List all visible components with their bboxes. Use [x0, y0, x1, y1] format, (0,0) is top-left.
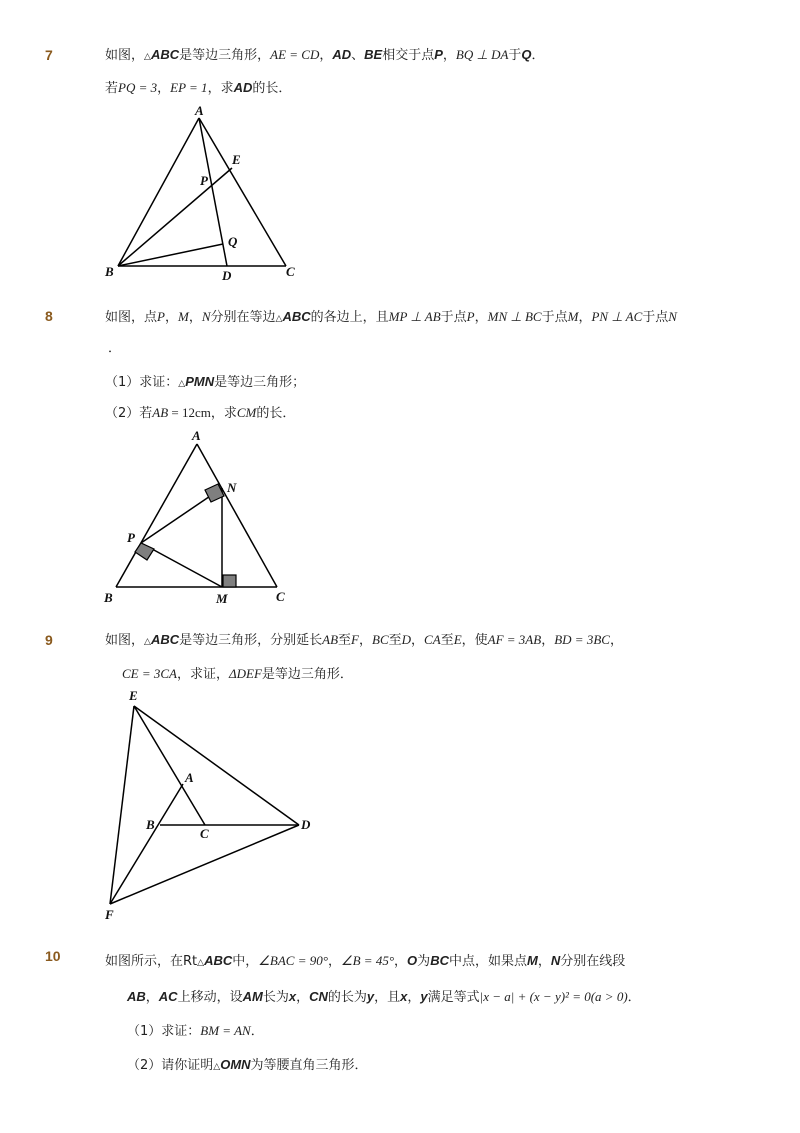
label-B: B: [104, 590, 113, 605]
formula: = 12cm，求: [168, 405, 237, 420]
q10-part1: [127, 1022, 264, 1041]
text: ，: [157, 81, 171, 96]
text: ，且: [374, 990, 401, 1005]
term: ABC: [150, 47, 180, 62]
triangle-symbol: △: [197, 958, 205, 968]
formula: M: [177, 309, 189, 324]
formula: BQ ⊥ DA: [455, 47, 509, 62]
text: ，: [327, 954, 341, 969]
text: ，: [411, 633, 425, 648]
label-P: P: [200, 173, 208, 188]
label-E: E: [129, 688, 138, 703]
term: x: [288, 989, 297, 1004]
text: 如图，: [105, 633, 145, 648]
text: ，: [164, 310, 178, 325]
q10-statement-line1: [105, 952, 625, 972]
formula: EP = 1: [170, 80, 208, 95]
text: （1）求证：: [105, 375, 179, 390]
text: 、: [351, 48, 365, 63]
text: 于点: [642, 310, 669, 325]
formula: BM = AN: [200, 1023, 251, 1038]
formula: F: [351, 632, 359, 647]
formula: CE = 3CA: [122, 666, 177, 681]
text: 若: [105, 81, 119, 96]
question-number-8: 8: [45, 308, 53, 324]
label-E: E: [232, 152, 241, 167]
text: （2）请你证明: [127, 1058, 214, 1073]
text: 如图，: [105, 48, 145, 63]
term: PMN: [185, 374, 215, 389]
text: （1）求证：: [127, 1024, 201, 1039]
term: BE: [364, 47, 383, 62]
label-M: M: [216, 591, 228, 606]
text: 于点: [440, 310, 467, 325]
text: ，使: [461, 633, 488, 648]
text: ，: [474, 310, 488, 325]
label-P: P: [127, 530, 135, 545]
formula: ΔDEF: [229, 666, 262, 681]
term: O: [407, 953, 418, 968]
label-F: F: [105, 907, 114, 922]
text: ，: [442, 48, 456, 63]
text: 满足等式: [427, 990, 480, 1005]
q10-part2: [127, 1056, 368, 1076]
question-number-9: 9: [45, 632, 53, 648]
text: 于点: [541, 310, 568, 325]
formula: CM: [236, 405, 257, 420]
text: ，: [319, 48, 333, 63]
formula: AB: [152, 405, 169, 420]
label-A: A: [195, 103, 204, 118]
text: （2）若: [105, 406, 153, 421]
text: 至: [338, 633, 352, 648]
term: BC: [430, 953, 449, 968]
formula: AF = 3AB: [487, 632, 542, 647]
formula: PQ = 3: [118, 80, 158, 95]
formula: CA: [424, 632, 441, 647]
text: ，: [145, 990, 159, 1005]
label-C: C: [200, 826, 209, 841]
text: 是等边三角形，分别延长: [179, 633, 323, 648]
text: 为: [417, 954, 431, 969]
text: 中点，如果点: [448, 954, 527, 969]
label-N: N: [227, 480, 237, 495]
text: ，: [537, 954, 551, 969]
formula: ∠B = 45°: [340, 953, 395, 968]
term: OMN: [220, 1057, 251, 1072]
formula: AB: [322, 632, 339, 647]
text: 长为: [262, 990, 289, 1005]
term: AB: [127, 989, 146, 1004]
text: 至: [440, 633, 454, 648]
text: ．: [250, 1024, 264, 1039]
text: ，: [541, 633, 555, 648]
formula: AE = CD: [270, 47, 320, 62]
triangle-symbol: △: [144, 637, 151, 647]
term: AD: [233, 80, 253, 95]
text: ，: [358, 633, 372, 648]
term: ABC: [204, 953, 233, 968]
label-Q: Q: [228, 234, 238, 249]
term: Q: [521, 47, 532, 62]
term: AM: [242, 989, 263, 1004]
text: ，: [188, 310, 202, 325]
text: 的各边上，且: [310, 310, 389, 325]
text: 相交于点: [382, 48, 435, 63]
segment-AF: [110, 784, 183, 904]
text: ．: [627, 990, 641, 1005]
term: y: [366, 989, 375, 1004]
formula: MP ⊥ AB: [388, 309, 441, 324]
formula: N: [668, 309, 677, 324]
question-number-7: 7: [45, 47, 53, 63]
question-number-10: 10: [45, 948, 61, 964]
triangle-symbol: △: [178, 379, 186, 389]
text: ，: [578, 310, 592, 325]
text: 中，: [232, 954, 259, 969]
formula: P: [157, 309, 165, 324]
formula: P: [466, 309, 475, 324]
term: CN: [309, 989, 328, 1004]
text: 的长为: [327, 990, 367, 1005]
formula: |x − a| + (x − y)² = 0(a > 0): [479, 989, 628, 1004]
text: 是等边三角形．: [261, 667, 353, 682]
label-D: D: [222, 268, 232, 283]
text: ，: [394, 954, 408, 969]
text: ．: [531, 48, 545, 63]
label-A: A: [192, 428, 201, 443]
formula: N: [201, 309, 211, 324]
text: 如图，点: [105, 310, 158, 325]
formula: BD = 3BC: [554, 632, 610, 647]
formula: BC: [372, 632, 389, 647]
q8-statement-line1-end: ．: [108, 341, 122, 356]
term: y: [420, 989, 428, 1004]
label-A: A: [185, 770, 194, 785]
formula: D: [401, 632, 412, 647]
text: 分别在等边: [210, 310, 276, 325]
term: M: [526, 953, 538, 968]
text: ，求证，: [177, 667, 230, 682]
formula: E: [453, 632, 462, 647]
label-D: D: [301, 817, 311, 832]
text: 的长．: [256, 406, 296, 421]
text: 于: [508, 48, 522, 63]
text: 是等边三角形，: [179, 48, 271, 63]
triangle-symbol: △: [213, 1062, 221, 1072]
term: N: [550, 953, 561, 968]
triangle-symbol: △: [275, 314, 283, 324]
text: 是等边三角形；: [214, 375, 306, 390]
text: 为等腰直角三角形．: [250, 1058, 368, 1073]
term: x: [400, 989, 408, 1004]
text: 的长．: [252, 81, 292, 96]
term: AD: [332, 47, 352, 62]
text: ，: [296, 990, 310, 1005]
formula: ∠BAC = 90°: [258, 953, 328, 968]
segment-ED: [134, 706, 299, 825]
term: ABC: [282, 309, 311, 324]
label-C: C: [286, 264, 295, 279]
segment-FE: [110, 706, 134, 904]
formula: M: [567, 309, 579, 324]
formula: MN ⊥ BC: [487, 309, 542, 324]
text: 如图所示，在Rt: [105, 954, 198, 969]
triangle-symbol: △: [144, 52, 151, 62]
text: ，求: [207, 81, 234, 96]
text: ，: [407, 990, 421, 1005]
label-B: B: [146, 817, 155, 832]
formula: PN ⊥ AC: [591, 309, 643, 324]
text: 至: [388, 633, 402, 648]
text: 上移动，设: [177, 990, 243, 1005]
label-B: B: [105, 264, 114, 279]
text: 分别在线段: [560, 954, 626, 969]
q10-statement-line2: [127, 988, 641, 1007]
label-C: C: [276, 589, 285, 604]
text: ，: [609, 633, 623, 648]
term: AC: [158, 989, 178, 1004]
term: ABC: [150, 632, 180, 647]
term: P: [434, 47, 443, 62]
